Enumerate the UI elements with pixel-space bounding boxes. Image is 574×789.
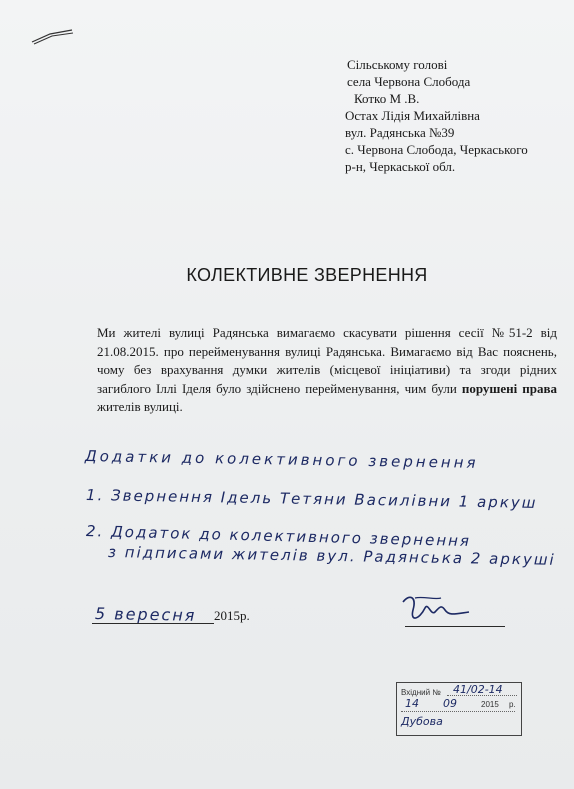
stamp-line [401,711,515,712]
date-underline [92,623,214,624]
addressee-line: с. Червона Слобода, Черкаського [345,142,528,157]
attachment-item-1: 1. Звернення Ідель Тетяни Василівни 1 аркуш [85,486,538,512]
stamp-number: 41/02-14 [453,683,503,696]
stamp-month: 09 [443,697,457,710]
body-text-part1: Ми жителі вулиці Радянська вимагаємо скасувати рішення сесії №51-2 від 21.08.2015. про перейменування вулиці Радянська. Вимагаємо від Вас пояснень, чому без врахування думки жителів (місцевої ініціативи) та згоди рідних загиблого Іллі Іделя було здійснено перейменування, чим були [97,325,557,396]
stamp-signature: Дубова [401,715,443,728]
stamp-year: 2015 [481,700,499,709]
body-text-part2: жителів вулиці. [97,399,183,414]
attachment-item-2-continued: з підписами жителів вул. Радянська 2 аркуші [107,543,556,569]
attachments-heading: Додатки до колективного звернення [84,447,479,472]
addressee-line: р-н, Черкаської обл. [345,159,456,174]
handwritten-date: 5 вересня [94,604,197,625]
addressee-line: села Червона Слобода [347,74,471,89]
date-year: 2015р. [214,608,250,623]
stamp-number-label: Вхідний № [401,688,441,697]
addressee-line: Остах Лідія Михайлівна [345,108,480,123]
stamp-day: 14 [405,697,419,710]
addressee-line: вул. Радянська №39 [345,125,455,140]
corner-checkmark-icon [30,28,75,48]
stamp-line [447,695,517,696]
addressee-line: Сільському голові [347,57,448,72]
attachment-item-2: 2. Додаток до колективного звернення [85,522,472,551]
body-text-bold: порушені права [461,380,558,396]
signature-icon [395,592,475,630]
addressee-line: Котко М .В. [354,91,420,106]
signature-underline [405,626,505,627]
registration-stamp [396,682,522,736]
document-title: КОЛЕКТИВНЕ ЗВЕРНЕННЯ [186,265,428,285]
appeal-body [97,324,557,417]
addressee-block [345,56,570,175]
stamp-year-suffix: р. [509,700,516,709]
